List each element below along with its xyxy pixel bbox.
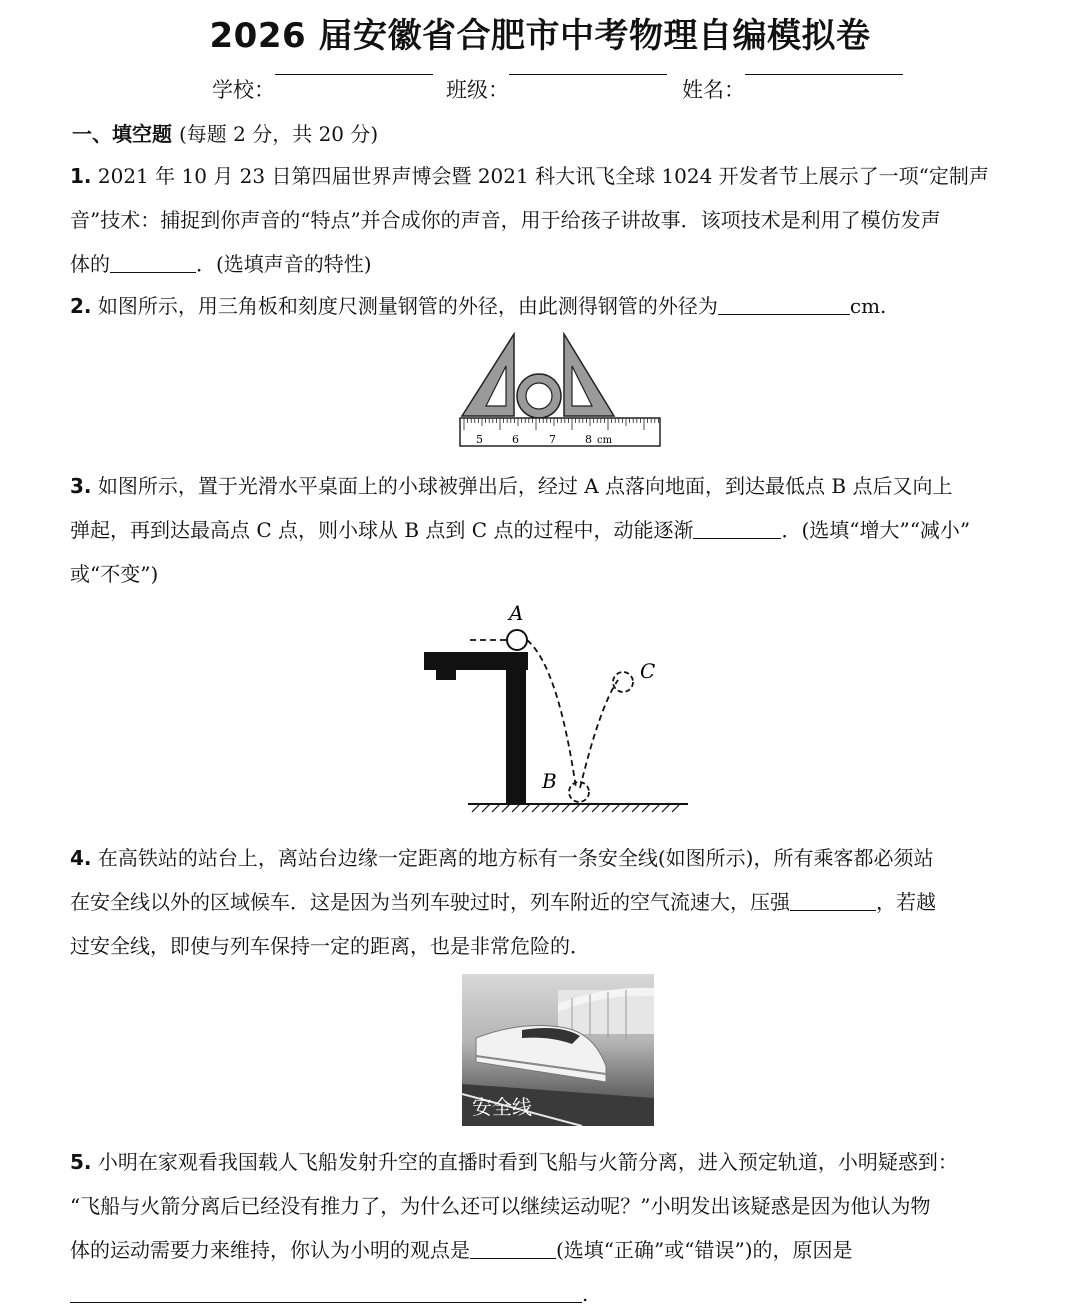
table-top (424, 652, 528, 670)
section-note: (每题 2 分，共 20 分) (178, 122, 379, 146)
answer-blank[interactable] (470, 1236, 556, 1259)
question-number: 2. (70, 294, 92, 318)
question-text-line: 小明在家观看我国载人飞船发射升空的直播时看到飞船与火箭分离，进入预定轨道，小明疑惑到： (97, 1150, 958, 1174)
question-2 (70, 284, 1045, 328)
train-platform-photo (462, 974, 654, 1126)
class-label: 班级： (446, 78, 509, 102)
section-heading (72, 118, 378, 147)
ball-at-B (569, 782, 589, 802)
tick-label: 7 (549, 433, 556, 446)
question-text-line: 2021 年 10 月 23 日第四届世界声博会暨 2021 科大讯飞全球 1024 开发者节上展示了一项“定制声 (97, 164, 989, 188)
question-number: 4. (70, 846, 92, 870)
question-text-line: ，若越 (876, 890, 936, 914)
question-text-line: 过安全线，即使与列车保持一定的距离，也是非常危险的． (70, 934, 590, 958)
answer-blank[interactable] (718, 292, 850, 315)
question-text-line: 在安全线以外的区域候车．这是因为当列车驶过时，列车附近的空气流速大，压强 (70, 890, 790, 914)
question-text-line: 体的 (70, 252, 110, 276)
question-text-line: 音”技术：捕捉到你声音的“特点”并合成你的声音，用于给孩子讲故事．该项技术是利用了模仿发声 (70, 208, 941, 232)
rising-path (580, 680, 618, 788)
ruler-measurement-figure (456, 332, 664, 450)
question-text-line: 如图所示，用三角板和刻度尺测量钢管的外径，由此测得钢管的外径为 (97, 294, 718, 318)
question-text-line: (选填“正确”或“错误”)的，原因是 (556, 1238, 853, 1262)
tick-label: 6 (512, 433, 519, 446)
question-number: 1. (70, 164, 92, 188)
bouncing-ball-figure (420, 596, 692, 816)
question-3 (70, 464, 1045, 596)
school-blank[interactable] (275, 74, 433, 75)
reason-answer-blank[interactable] (70, 1280, 582, 1303)
answer-blank[interactable] (110, 250, 196, 273)
question-text-line: 或“不变”) (70, 562, 159, 586)
question-text-line: ．(选填“增大”“减小” (781, 518, 971, 542)
question-text-line: 在高铁站的站台上，离站台边缘一定距离的地方标有一条安全线(如图所示)，所有乘客都必须站 (97, 846, 934, 870)
name-field (682, 74, 745, 104)
exam-title: 2026 届安徽省合肥市中考物理自编模拟卷 (209, 16, 871, 56)
question-text-line: 如图所示，置于光滑水平桌面上的小球被弹出后，经过 A 点落向地面，到达最低点 B 点后又向上 (97, 474, 953, 498)
tick-label: 5 (476, 433, 483, 446)
school-label: 学校： (212, 78, 275, 102)
section-title: 一、填空题 (72, 122, 172, 146)
question-5 (70, 1140, 1045, 1316)
tick-label: 8 (585, 433, 592, 446)
point-label-C: C (640, 659, 656, 683)
question-text-line: 体的运动需要力来维持，你认为小明的观点是 (70, 1238, 470, 1262)
question-4 (70, 836, 1045, 968)
question-number: 5. (70, 1150, 92, 1174)
name-blank[interactable] (745, 74, 903, 75)
falling-path (527, 640, 576, 788)
class-field (446, 74, 509, 104)
question-text-line: “飞船与火箭分离后已经没有推力了，为什么还可以继续运动呢？”小明发出该疑惑是因为他认为物 (70, 1194, 931, 1218)
question-text-line: ．(选填声音的特性) (196, 252, 372, 276)
question-text-line: 弹起，再到达最高点 C 点，则小球从 B 点到 C 点的过程中，动能逐渐 (70, 518, 694, 542)
tick-unit-label: cm (597, 435, 613, 446)
class-blank[interactable] (509, 74, 667, 75)
question-number: 3. (70, 474, 92, 498)
safety-line-label: 安全线 (472, 1095, 532, 1119)
table-leg (506, 670, 526, 804)
point-label-B: B (542, 769, 557, 793)
question-text-line: . (582, 1282, 589, 1306)
point-label-A: A (509, 601, 524, 625)
question-1 (70, 154, 1045, 286)
school-field (212, 74, 275, 104)
name-label: 姓名： (682, 78, 745, 102)
answer-blank[interactable] (693, 516, 781, 539)
unit-label: cm. (849, 294, 887, 318)
ball-at-A (507, 630, 527, 650)
answer-blank[interactable] (790, 888, 876, 911)
